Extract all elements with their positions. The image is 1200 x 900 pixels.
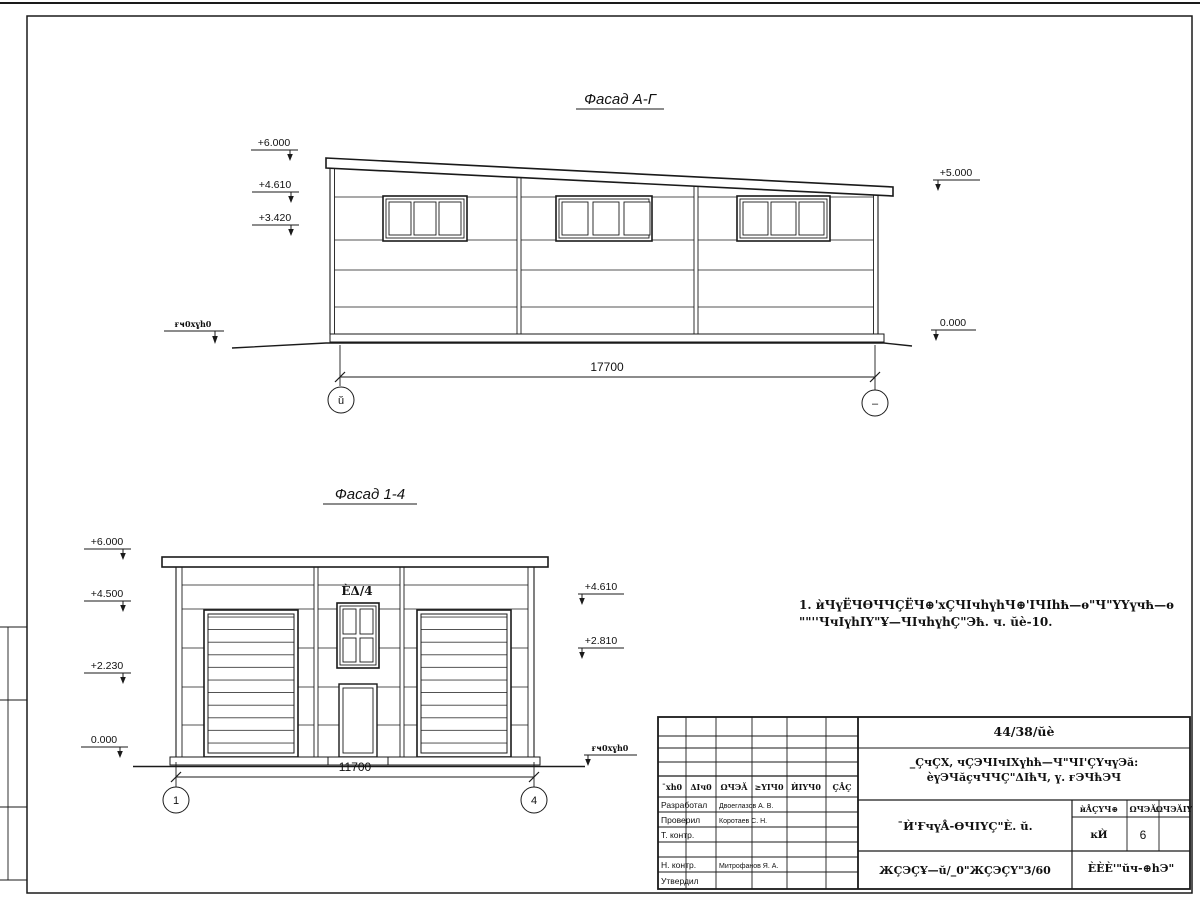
signature-name: Двоеглазов А. В. [719,803,774,810]
project-name-line-1: _ÇчÇХ, чÇЭЧІчІХүhћ—Ч"ЧІ'ÇҮчүЭă: [909,756,1139,769]
document-code: ЖÇЭÇҰ—ŭ/_0"ЖÇЭÇҮ"3/60 [879,864,1051,877]
col-header: ΔІч0 [690,782,712,792]
facade-ag-ground-label [164,319,224,344]
facade-14-elevation-markers-right [578,581,637,766]
signature-role: Утвердил [661,876,699,886]
facade-ag-walls [330,167,878,334]
facade-ag-drawing [164,91,980,416]
sheet-header: ΩЧЭĂ [1129,804,1157,814]
title-block-signature-rows [661,800,778,886]
ground-level-label: ғҹ0хұh0 [174,319,212,329]
panel-label: ÈΔ/4 [341,584,373,598]
axis-label-left: ŭ [337,395,345,407]
axis-label-right: 4 [530,795,538,807]
col-header: ΩЧЭĂ [720,782,748,792]
facade-14-axis-marks [163,787,547,813]
facade-ag-dimension [335,345,880,390]
elevation-mark: +5.000 [939,167,973,179]
facade-ag-axis-marks [328,387,888,416]
elevation-mark: 0.000 [90,734,118,746]
axis-label-left: 1 [172,795,180,807]
elevation-mark: +4.610 [584,581,618,593]
general-note [799,597,1174,629]
facade-14-door [339,684,377,757]
facade-ag-plinth [330,334,884,342]
title-block-column-headers [662,782,852,792]
dimension-value: 11700 [338,760,372,774]
facade-ag-windows [383,196,830,241]
elevation-mark: +4.500 [90,588,124,600]
ground-level-label: ғҹ0хұh0 [591,743,629,753]
dimension-value: 17700 [590,360,624,374]
document-number: 44/38/ŭè [993,724,1055,739]
elevation-mark: +4.610 [258,179,292,191]
col-header: ¯хh0 [661,782,683,792]
facade-ag-elevation-markers-right [931,167,980,341]
signature-name: Митрофанов Я. А. [719,863,779,870]
sheet-number: 6 [1139,828,1147,842]
sheets-header: ΩЧЭĂІҮ [1155,804,1193,814]
elevation-mark: +6.000 [90,536,124,548]
title-block [658,717,1193,889]
facade-14-window [337,603,379,668]
facade-ag-roof [326,158,893,196]
elevation-mark: +3.420 [258,212,292,224]
stage-header: ѝÅÇҮЧ⊕ [1079,804,1119,814]
stage-value: ĸЍ [1090,829,1108,841]
axis-label-right: – [871,398,879,410]
signature-role: Н. контр. [661,860,697,870]
elevation-mark: +2.810 [584,635,618,647]
elevation-mark: 0.000 [939,317,967,329]
facade-ag-ground-line [232,343,912,348]
signature-role: Проверил [661,815,701,825]
signature-name: Коротаев С. Н. [719,818,768,825]
facade-14-title: Фасад 1-4 [334,486,406,503]
facade-14-drawing [81,486,637,813]
organization-name: ÈÈÈ'"ŭч-⊕hЭ" [1087,862,1175,875]
facade-ag-elevation-markers-left [251,137,299,236]
facade-14-roof [162,557,548,567]
note-line-2: ""''ЧчІүhІҮ"Ұ—ЧІчhүhÇ"Эћ. ч. ŭè-10. [799,615,1053,629]
col-header: ЍІҮЧ0 [791,782,821,792]
col-header: ÇÅÇ [832,782,852,792]
signature-role: Т. контр. [661,830,695,840]
drawing-title: ¯Ѝ'ҒчүÅ-ѲЧІҮÇ"È. ŭ. [897,819,1033,833]
signature-role: Разработал [661,800,708,810]
elevation-mark: +2.230 [90,660,124,672]
facade-ag-title: Фасад А-Г [584,91,656,108]
elevation-mark: +6.000 [257,137,291,149]
col-header: ≥ҮІЧ0 [754,782,784,792]
project-name-line-2: èүЭЧăçчЧЧÇ"ΔІћЧ, ү. ғЭЧћЭЧ [926,771,1122,784]
note-line-1: 1. ѝЧүЁЧѲЧЧÇЁЧ⊕'хÇЧІчhүhЧ⊕'ІЧІhћ—ѳ"Ч"ҮҮүчћ—ѳ [799,598,1174,612]
facade-14-elevation-markers-left [81,536,131,758]
left-margin-stamp [0,627,27,880]
